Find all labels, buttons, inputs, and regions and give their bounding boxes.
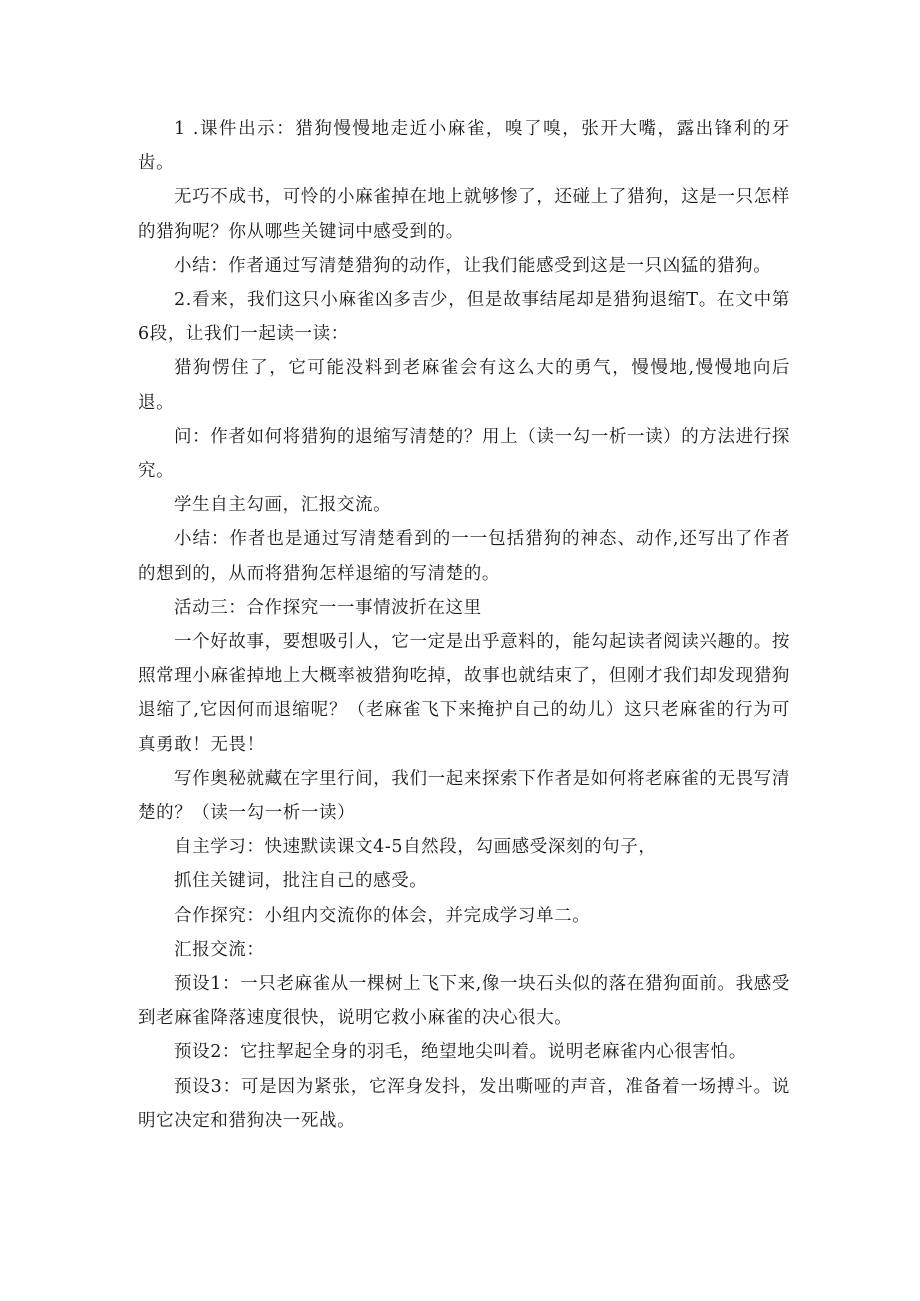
paragraph-15: 汇报交流：: [174, 939, 265, 960]
paragraph-10: 一个好故事，要想吸引人，它一定是出乎意料的，能勾起读者阅读兴趣的。按照常理小麻雀掉地上大概率被猎狗吃掉，故事也就结束了，但刚才我们却发现猎狗退缩了,它因何而退缩呢？（老麻雀飞下来掩护自己的幼儿）这只老麻雀的行为可真勇敢！无畏！: [138, 632, 790, 755]
paragraph-9: 活动三：合作探究一一事情波折在这里: [174, 597, 482, 618]
paragraph-7: 学生自主勾画，汇报交流。: [174, 495, 392, 516]
paragraph-12: 自主学习：快速默读课文4-5自然段，勾画感受深刻的句子，: [174, 837, 657, 858]
paragraph-17: 预设2：它拄挈起全身的羽毛，绝望地尖叫着。说明老麻雀内心很害怕。: [174, 1042, 747, 1063]
paragraph-3: 小结：作者通过写清楚猎狗的动作，让我们能感受到这是一只凶猛的猎狗。: [174, 255, 772, 276]
document-body: [138, 112, 790, 1138]
paragraph-6: 问：作者如何将猎狗的退缩写清楚的？用上（读一勾一析一读）的方法进行探究。: [138, 426, 790, 482]
paragraph-2: 无巧不成书，可怜的小麻雀掉在地上就够惨了，还碰上了猎狗，这是一只怎样的猎狗呢？你从哪些关键词中感受到的。: [138, 187, 790, 242]
paragraph-18: 预设3：可是因为紧张，它浑身发抖，发出嘶哑的声音，准备着一场搏斗。说明它决定和猎狗决一死战。: [138, 1076, 790, 1131]
paragraph-8: 小结：作者也是通过写清楚看到的一一包括猎狗的神态、动作,还写出了作者的想到的，从而将猎狗怎样退缩的写清楚的。: [138, 529, 790, 584]
paragraph-16: 预设1：一只老麻雀从一棵树上飞下来,像一块石头似的落在猎狗面前。我感受到老麻雀降落速度很快，说明它救小麻雀的决心很大。: [138, 974, 790, 1029]
paragraph-5: 猎狗愣住了，它可能没料到老麻雀会有这么大的勇气，慢慢地,慢慢地向后退。: [138, 358, 790, 413]
paragraph-4: 2.看来，我们这只小麻雀凶多吉少，但是故事结尾却是猎狗退缩T。在文中第6段，让我们一起读一读：: [138, 290, 790, 345]
paragraph-14: 合作探究：小组内交流你的体会，并完成学习单二。: [174, 905, 591, 926]
paragraph-11: 写作奥秘就藏在字里行间，我们一起来探索下作者是如何将老麻雀的无畏写清楚的？（读一勾一析一读）: [138, 768, 790, 824]
paragraph-1: 1 .课件出示：猎狗慢慢地走近小麻雀，嗅了嗅，张开大嘴，露出锋利的牙齿。: [138, 119, 790, 174]
paragraph-13: 抓住关键词，批注自己的感受。: [174, 871, 428, 892]
